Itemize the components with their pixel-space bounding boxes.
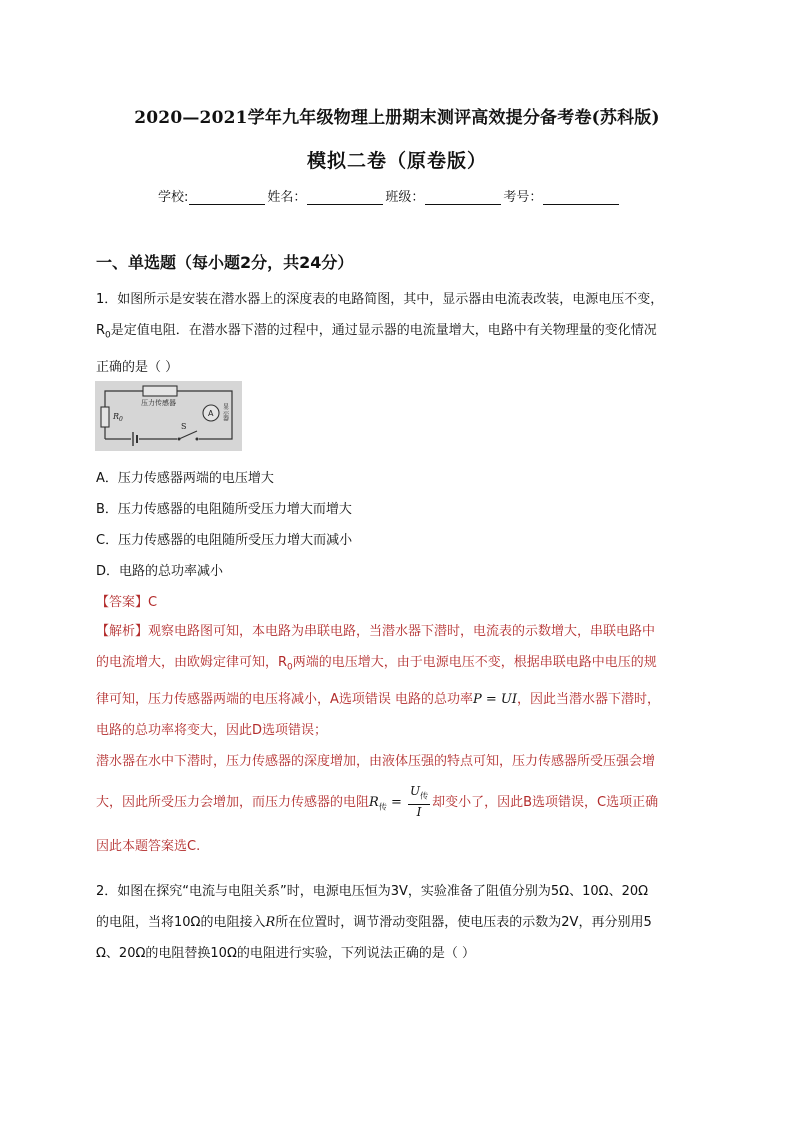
sensor-resistor-shape xyxy=(143,386,177,396)
circuit-svg xyxy=(95,381,242,451)
r0-resistor-shape xyxy=(101,407,109,427)
q2-line-1: 2．如图在探究“电流与电阻关系”时，电源电压恒为3V，实验准备了阻值分别为5Ω、10Ω、20Ω xyxy=(96,884,649,899)
option-b[interactable]: B．压力传感器的电阻随所受压力增大而增大 xyxy=(96,502,352,517)
option-a[interactable]: A．压力传感器两端的电压增大 xyxy=(96,471,274,486)
analysis-line-2 xyxy=(96,647,698,684)
section-heading: 一、单选题（每小题2分，共24分） xyxy=(96,253,354,272)
display-label: 显示器 xyxy=(221,403,229,421)
switch-label: S xyxy=(181,422,187,431)
analysis-line-4: 电路的总功率将变大，因此D选项错误； xyxy=(96,722,328,738)
q1-line-2 xyxy=(96,315,698,352)
analysis-line-2-a: 的电流增大，由欧姆定律可知，R xyxy=(96,655,288,670)
analysis-line-6-b: 却变小了，因此B选项错误，C选项正确 xyxy=(432,794,659,810)
analysis-line-6 xyxy=(96,781,698,830)
answer-label: 【答案】C xyxy=(96,595,158,610)
exam-number-label: 考号： xyxy=(503,190,543,205)
question-1-stem xyxy=(96,284,698,383)
class-blank[interactable] xyxy=(425,190,501,205)
question-2-stem xyxy=(96,876,698,969)
q2-r-symbol: R xyxy=(265,915,276,930)
sensor-label: 压力传感器 xyxy=(141,399,176,407)
ammeter-label: A xyxy=(208,409,214,418)
student-info-fields xyxy=(158,186,621,205)
school-blank[interactable] xyxy=(189,190,265,205)
analysis-line-2-b: 两端的电压增大，由于电源电压不变，根据串联电路中电压的规 xyxy=(292,655,657,670)
analysis-line-3-a: 律可知，压力传感器两端的电压将减小，A选项错误 电路的总功率 xyxy=(96,691,474,707)
q2-line-2-a: 的电阻，当将10Ω的电阻接入 xyxy=(96,915,266,930)
analysis-line-7: 因此本题答案选C. xyxy=(96,839,201,855)
q1-r0-subscript: 0 xyxy=(105,330,111,341)
analysis-line-1: 【解析】观察电路图可知，本电路为串联电路，当潜水器下潜时，电流表的示数增大，串联电路中 xyxy=(96,624,656,639)
r0-label: $R_0$ xyxy=(113,412,123,423)
class-label: 班级： xyxy=(385,190,425,205)
q2-line-2 xyxy=(96,907,698,938)
school-label: 学校: xyxy=(158,190,189,205)
option-d[interactable]: D．电路的总功率减小 xyxy=(96,564,224,579)
q1-line-2-text: 是定值电阻．在潜水器下潜的过程中，通过显示器的电流量增大，电路中有关物理量的变化情况 xyxy=(110,323,657,338)
exam-number-blank[interactable] xyxy=(543,190,619,205)
exam-subtitle: 模拟二卷（原卷版） xyxy=(306,150,487,172)
q2-line-2-b: 所在位置时，调节滑动变阻器，使电压表的示数为2V，再分别用5 xyxy=(275,915,652,930)
analysis-line-3 xyxy=(96,684,698,715)
analysis-r0-sub: 0 xyxy=(287,662,293,673)
resistance-symbol: $R_传$ = xyxy=(369,794,406,812)
analysis-block xyxy=(96,616,698,862)
q1-line-1: 1．如图所示是安装在潜水器上的深度表的电路简图，其中，显示器由电流表改装，电源电压不变， xyxy=(96,292,664,307)
analysis-line-6-a: 大，因此所受压力会增加，而压力传感器的电阻 xyxy=(96,794,370,810)
exam-title: 2020—2021学年九年级物理上册期末测评高效提分备考卷(苏科版) xyxy=(134,108,660,128)
name-blank[interactable] xyxy=(307,190,383,205)
resistance-fraction: $\frac{U_传}{I}$ xyxy=(409,784,429,819)
circuit-diagram xyxy=(95,381,242,451)
analysis-line-5: 潜水器在水中下潜时，压力传感器的深度增加，由液体压强的特点可知，压力传感器所受压强会增 xyxy=(96,753,656,769)
q1-line-3: 正确的是（ ） xyxy=(96,359,179,375)
q1-r0-symbol: R xyxy=(96,323,106,338)
option-c[interactable]: C．压力传感器的电阻随所受压力增大而减小 xyxy=(96,533,353,548)
power-formula: P = UI xyxy=(473,691,518,707)
analysis-line-3-b: ，因此当潜水器下潜时， xyxy=(517,691,661,707)
name-label: 姓名： xyxy=(267,190,307,205)
q2-line-3: Ω、20Ω的电阻替换10Ω的电阻进行实验，下列说法正确的是（ ） xyxy=(96,946,476,961)
